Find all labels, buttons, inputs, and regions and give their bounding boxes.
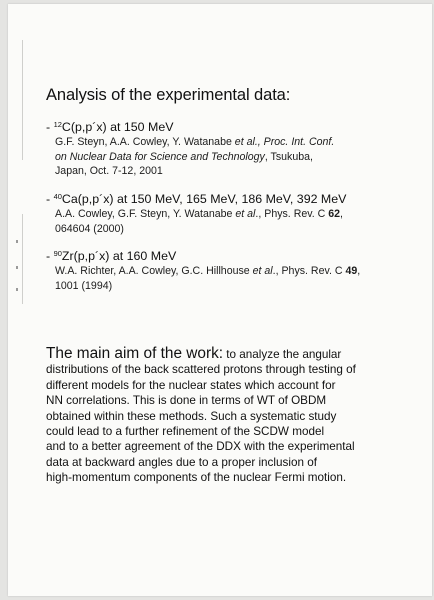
section-title: Analysis of the experimental data: [46, 86, 291, 104]
citation-authors: G.F. Steyn, A.A. Cowley, Y. Watanabe [55, 136, 235, 148]
citation-text: ., Phys. Rev. C [255, 208, 329, 220]
reference-entry [46, 120, 334, 179]
aim-lead: The main aim of the work: [46, 345, 224, 362]
margin-mark [16, 266, 18, 269]
mass-number: 40 [53, 192, 62, 201]
aim-line: different models for the nuclear states which account for [46, 378, 336, 392]
citation-line: Japan, Oct. 7-12, 2001 [55, 165, 163, 177]
citation-line: 064604 (2000) [55, 222, 124, 235]
reaction-heading [46, 249, 360, 264]
citation-text: , [357, 265, 361, 277]
aim-line: distributions of the back scattered protons through testing of [46, 363, 356, 377]
aim-line [46, 346, 426, 362]
aim-line: could lead to a further refinement of the SCDW model [46, 425, 325, 439]
reaction-text: C(p,p´x) at 150 MeV [61, 120, 174, 134]
citation [55, 207, 346, 236]
main-aim-paragraph [46, 346, 426, 486]
citation-italic: et al [235, 208, 256, 220]
mass-number: 12 [53, 120, 62, 129]
citation-text: , Tsukuba, [264, 150, 313, 163]
citation-italic: et al [252, 265, 273, 277]
reference-entry [46, 192, 346, 236]
aim-line: high-momentum components of the nuclear Fermi motion. [46, 471, 347, 485]
citation-volume: 62 [328, 208, 341, 220]
citation-authors: A.A. Cowley, G.F. Steyn, Y. Watanabe [55, 208, 236, 220]
aim-text: to analyze the angular [223, 348, 342, 361]
citation-text: ., Phys. Rev. C [272, 265, 346, 277]
citation-line: 1001 (1994) [55, 279, 113, 292]
citation-line [55, 207, 346, 222]
citation [55, 135, 334, 179]
reaction-heading [46, 192, 346, 207]
citation-italic: on Nuclear Data for Science and Technology [55, 150, 265, 163]
citation-line [55, 264, 360, 279]
reaction-text: Zr(p,p´x) at 160 MeV [61, 249, 177, 263]
aim-line: obtained within these methods. Such a systematic study [46, 409, 337, 423]
margin-mark [16, 288, 18, 291]
reference-entry [46, 249, 360, 293]
aim-line: NN correlations. This is done in terms of WT of OBDM [46, 394, 327, 408]
aim-line: and to a better agreement of the DDX with the experimental [46, 440, 355, 454]
reaction-text: Ca(p,p´x) at 150 MeV, 165 MeV, 186 MeV, 392 MeV [61, 192, 347, 206]
bullet: - [46, 249, 54, 263]
bullet: - [46, 120, 54, 134]
citation-italic: et al., Proc. Int. Conf. [234, 136, 335, 148]
page-edge-line [22, 214, 23, 304]
reaction-heading [46, 120, 334, 135]
bullet: - [46, 192, 54, 206]
page-edge-line [22, 40, 23, 160]
citation-line [55, 150, 334, 165]
citation [55, 264, 360, 293]
margin-mark [16, 240, 18, 243]
citation-volume: 49 [345, 265, 358, 277]
aim-line: data at backward angles due to a proper inclusion of [46, 455, 317, 469]
citation-line [55, 135, 334, 150]
citation-authors: W.A. Richter, A.A. Cowley, G.C. Hillhouse [55, 265, 253, 277]
mass-number: 90 [53, 249, 62, 258]
citation-text: , [340, 208, 343, 220]
